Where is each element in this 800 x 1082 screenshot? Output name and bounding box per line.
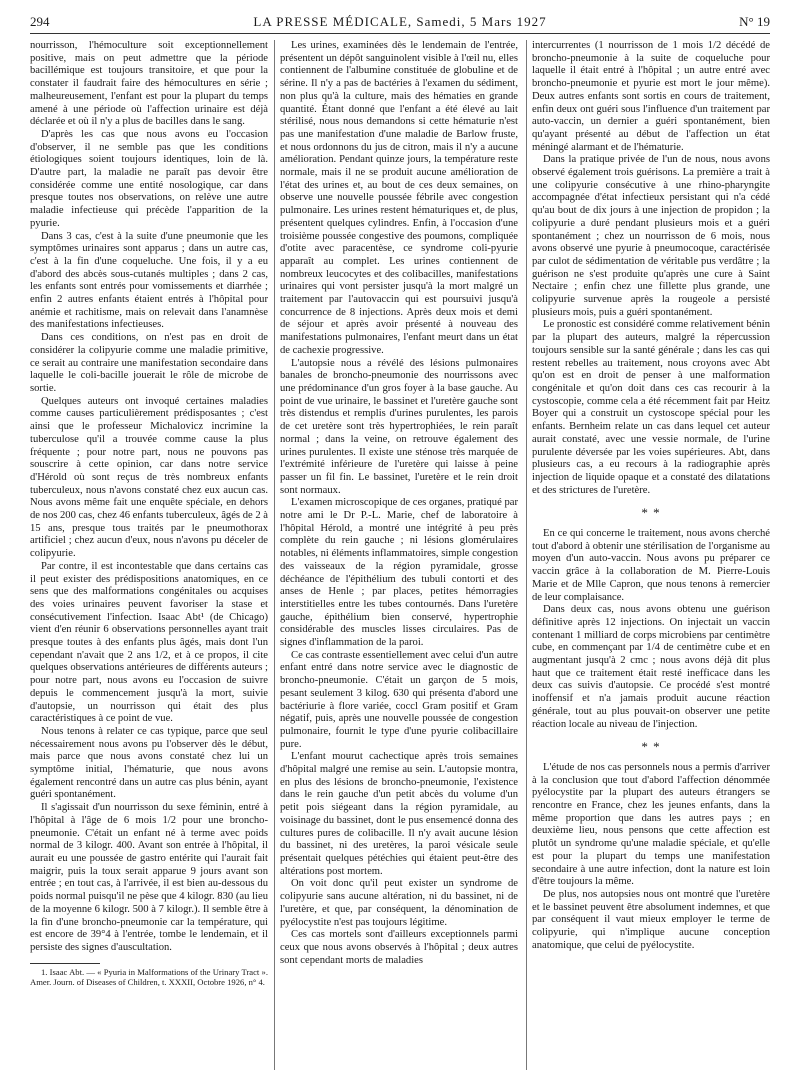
- page-number: 294: [30, 14, 50, 29]
- paragraph: Il s'agissait d'un nourrisson du sexe féminin, entré à l'hôpital à l'âge de 6 mois 1/2 pour une broncho-pneumonie. C'était un enfant né à terme avec poids normal de 3 kilogr. 400. Avant son entrée à l'hôpital, il aurait eu une poussée de gastro entérite qui l'aurait fait maigrir, puis la toux serait apparue 9 jours avant son entrée ; en tout cas, à l'arrivée, il est bien au-dessous du poids normal puisqu'il ne pèse que 4 kilogr. 830 (au lieu de la moyenne 6 kilogr. 500 à 7 kilogr.). Il semble être à la fin d'une broncho-pneumonie car la température, qui est encore de 39°4 à l'entrée, tombe le lendemain, et il persiste des signes d'auscultation.: [30, 802, 268, 953]
- paragraph: nourrisson, l'hémoculture soit exceptionnellement positive, mais on peut admettre que la période bacillémique est toujours transitoire, et que pour la constater il faudrait faire des hémocultures en série ; malheureusement, l'enfant est pour la plupart du temps amené à une période où l'affection urinaire est déjà déclarée et où il n'y a plus de bacilles dans le sang.: [30, 40, 268, 128]
- paragraph: Ces cas mortels sont d'ailleurs exceptionnels parmi ceux que nous avons observés à l'hôpital ; deux autres sont cependant morts de maladies: [280, 929, 518, 966]
- column-middle: [280, 40, 518, 967]
- paragraph: L'autopsie nous a révélé des lésions pulmonaires banales de broncho-pneumonie des nourrissons avec une prédominance d'un gros foyer à la base gauche. Au point de vue urinaire, le bassinet et l'uretère gauche sont très distendus et remplis d'urines purulentes, les parois de cet uretère sont très hypertrophiées, le rein paraît normal ; dans la veine, on retrouve également des urines purulentes. Il existe une sténose très marquée de l'extrémité inférieure de l'uretère qui laisse à peine passer un fil fin. Le bassinet, l'uretère et le rein droit sont normaux.: [280, 357, 518, 496]
- paragraph: Dans deux cas, nous avons obtenu une guérison définitive après 12 injections. On injectait un vaccin contenant 1 milliard de corps microbiens par centimètre cube, en commençant par 1/4 de centimètre cube et en augmentant jusqu'à 2 cmc ; nous avons déjà dit plus haut que ce traitement était resté inefficace dans les deux cas suivis d'autopsie. Ce procédé s'est montré inoffensif et n'a jamais produit aucune réaction générale, tout au plus pouvait-on observer une petite réaction locale au niveau de l'injection.: [532, 604, 770, 730]
- paragraph: L'enfant mourut cachectique après trois semaines d'hôpital malgré une remise au sein. L'autopsie montra, en plus des lésions de broncho-pneumonie, l'existence dans le rein gauche d'un petit abcès du volume d'un petit pois siégeant dans la région pyramidale, au voisinage du bassinet, dont le pus ensemencé donna des cultures pures de colibacille. Il n'y avait aucune lésion du bassinet, ni des uretères, la paroi vésicale seule présentait quelques pétéchies qui étaient peut-être des altérations post mortem.: [280, 751, 518, 877]
- column-divider: [526, 40, 527, 1070]
- header-rule: [30, 33, 770, 34]
- section-separator: * *: [641, 505, 661, 521]
- paragraph: L'étude de nos cas personnels nous a permis d'arriver à la conclusion que tout d'abord l'affection dénommée pyélocystite par la plupart des auteurs étrangers se rencontre en France, chez les jeunes enfants, dans la même proportion que dans les autres pays ; en deuxième lieu, nous pensons que cette affection est plutôt un syndrome qu'une maladie spéciale, et qu'elle est pour la plupart du temps une manifestation secondaire à une autre infection, dont la nature est loin d'être toujours la même.: [532, 761, 770, 888]
- section-separator: * *: [641, 739, 661, 755]
- paragraph: On voit donc qu'il peut exister un syndrome de colipyurie sans aucune altération, ni du bassinet, ni de l'uretère, et que, par conséquent, la dénomination de pyélocystite n'est pas toujours légitime.: [280, 878, 518, 928]
- paragraph: Le pronostic est considéré comme relativement bénin par la plupart des auteurs, malgré la répercussion toujours sensible sur la santé générale ; dans les cas qui restent rebelles au traitement, nous croyons avec Abt qu'on est en droit de penser à une malformation congénitale et qu'on doit dans ces cas recourir à la cystoscopie, comme cela a été récemment fait par Heitz Boyer qui a construit un cystoscope spécial pour les enfants. Bernheim relate un cas dans lequel cet auteur aurait constaté, avec une vessie normale, de l'urine purulente déversée par les voies supérieures. Abt, dans plusieurs cas, a eu recours à la radiographie après injection de liquide opaque et a constaté des dilatations et des strictures de l'uretère.: [532, 319, 770, 496]
- paragraph: De plus, nos autopsies nous ont montré que l'uretère et le bassinet peuvent être absolument indemnes, et que par conséquent il vaut mieux employer le terme de colipyurie, qui n'implique aucune conception anatomique, que celui de pyélocystite.: [532, 889, 770, 951]
- paragraph: Ce cas contraste essentiellement avec celui d'un autre enfant entré dans notre service avec le diagnostic de broncho-pneumonie. C'était un garçon de 5 mois, pesant seulement 3 kilog. 630 qui présenta d'abord une bactériurie à flore variée, coccl Gram positif et Gram négatif, puis, après une nouvelle poussée de congestion pulmonaire, fournit le type d'une pyurie colibacillaire pure.: [280, 649, 518, 750]
- paragraph: En ce qui concerne le traitement, nous avons cherché tout d'abord à obtenir une stérilisation de l'organisme au moyen d'un auto-vaccin. Nous avons pu préparer ce vaccin grâce à la collaboration de M. Pierre-Louis Marie et de Mlle Capron, que nous tenons à remercier de leur complaisance.: [532, 528, 770, 603]
- footnote-rule: [30, 963, 100, 964]
- paragraph: D'après les cas que nous avons eu l'occasion d'observer, il ne semble pas que les conditions étiologiques soient toujours identiques, loin de là. D'autre part, la maladie ne paraît pas devoir être considérée comme une entité nosologique, car dans presque toutes nos observations, on relève une autre maladie infectieuse qui précède l'apparition de la pyurie.: [30, 128, 268, 229]
- paragraph: L'examen microscopique de ces organes, pratiqué par notre ami le Dr P.-L. Marie, chef de laboratoire à l'hôpital Hérold, a montré une intégrité à peu près complète du rein gauche ; ni lésions glomérulaires notables, ni éléments inflammatoires, simple congestion des vaisseaux de la région pyramidale, grosse déchéance de l'épithélium des tubuli contorti et des anses de Henle ; par places, petites hémorragies interstitielles entre les tubes contournés. Dans l'uretère gauche, épithélium bien conservé, hypertrophie considérable des muscles lisses circulaires. Pas de signes d'inflammation de la paroi.: [280, 497, 519, 649]
- journal-title: LA PRESSE MÉDICALE, Samedi, 5 Mars 1927: [253, 14, 547, 29]
- footnote: 1. Isaac Abt. — « Pyuria in Malformations of the Urinary Tract ». Amer. Journ. of Diseases of Children, t. XXXII, Octobre 1926, n° 4.: [30, 966, 268, 987]
- paragraph: intercurrentes (1 nourrisson de 1 mois 1/2 décédé de broncho-pneumonie à la suite de coqueluche pour laquelle il était entré à l'hôpital ; un autre entré avec broncho-pneumonie et pyurie est mort le jour même). Deux autres enfants sont sortis en cours de traitement, enfin deux ont guéri sous l'influence d'un traitement par auto-vaccin, un dernier a guéri spontanément, bien qu'ayant présenté au début de l'affection un état méningé alarmant et de l'hématurie.: [532, 40, 770, 153]
- paragraph: Quelques auteurs ont invoqué certaines maladies comme causes particulièrement prédisposantes ; c'est ainsi que le professeur Michalovicz incrimine la tuberculose qu'il a trouvée comme cause la plus fréquente ; pour notre part, nous ne pouvons pas souscrire à cette opinion, car dans notre service d'Hérold où sont reçus de très nombreux enfants tuberculeux, nous n'avons constaté chez eux aucun cas. Nous avons même fait une enquête spéciale, en dehors de nos 200 cas, chez 46 enfants tuberculeux, âgés de 2 à 15 ans, presque tous traités par le pneumothorax artificiel ; chez aucun d'eux, nous n'avons pu déceler de colipyurie.: [30, 395, 268, 560]
- paragraph: Nous tenons à relater ce cas typique, parce que seul nécessairement nous avons pu l'observer dès le début, mais parce que nous avons constaté chez lui un symptôme initial, l'hématurie, que nous avons également rencontré dans un autre cas plus bénin, ayant guéri spontanément.: [30, 725, 268, 801]
- column-right: [532, 40, 770, 953]
- paragraph: Dans ces conditions, on n'est pas en droit de considérer la colipyurie comme une maladie primitive, ce serait au contraire une manifestation secondaire dans laquelle le coli-bacille jouerait le rôle de microbe de sortie.: [30, 332, 268, 394]
- issue-number: N° 19: [739, 14, 770, 29]
- column-divider: [274, 40, 275, 1070]
- paragraph: Par contre, il est incontestable que dans certains cas il peut exister des prédispositions anatomiques, en ce sens que des malformations congénitales ou acquises des voies urinaires peuvent favoriser la stase et consécutivement l'infection. Isaac Abt¹ (de Chicago) vient d'en réunir 6 observations personnelles ayant trait presque toutes à des enfants plus âgés, mais dont l'un cependant n'avait que 2 ans 1/2, et à ce propos, il cite quelques observations antérieures de différents auteurs ; pour notre part, nous avons eu l'occasion de suivre depuis le commencement jusqu'à la mort, suivie d'autopsie, un nourrisson qui était des plus caractéristiques à ce point de vue.: [30, 560, 268, 725]
- column-left: [30, 40, 268, 987]
- paragraph: Les urines, examinées dès le lendemain de l'entrée, présentent un dépôt sanguinolent visible à l'œil nu, elles contiennent de l'albumine constituée de globuline et de sérine. Il n'y a pas de bactéries à l'examen du sédiment, non plus qu'à la culture, mais des hématies en grande quantité. Étant donné que l'enfant a été élevé au lait stérilisé, nous nous demandons si cette hématurie n'est pas une manifestation d'une maladie de Barlow fruste, et nous ordonnons du jus de citron, mais il n'y a aucune amélioration. Pendant quinze jours, la température reste normale, mais il ne se produit aucune amélioration de l'état des urines et, au bout de ces deux semaines, on observe une nouvelle poussée fébrile avec congestion pulmonaire. Les urines restent hématuriques et, de plus, présentent quelques cylindres. Enfin, à l'occasion d'une troisième poussée congestive des poumons, compliquée d'otite avec paracentèse, ce syndrome coli-pyurie apparaît au complet. Les urines contiennent de nombreux leucocytes et des colibacilles, manifestations urinaires qui vont persister jusqu'à la mort malgré un traitement par l'autovaccin qui est poursuivi jusqu'à concurrence de 8 injections. Après deux mois et demi de séjour et après avoir présenté à nouveau des manifestations pulmonaires, l'enfant meurt dans un état de cachexie progressive.: [280, 40, 518, 356]
- paragraph: Dans la pratique privée de l'un de nous, nous avons observé également trois guérisons. La première a trait à une colipyurie consécutive à une rhino-pharyngite accompagnée d'état infectieux persistant qui n'a cédé qu'au bout de dix jours à une injection de propidon ; la colipyurie a duré pendant plusieurs mois et a guéri spontanément ; chez un nourrisson de 6 mois, nous avons observé une pyurie à pneumocoque, caractérisée par culot de sédimentation de véritable pus verdâtre ; la guérison ne s'est produite qu'après une cure à Saint Nectaire ; enfin chez une fillette plus grande, une colipyurie survenue après la rougeole a persisté plusieurs mois, puis a guéri spontanément.: [532, 154, 770, 318]
- paragraph: Dans 3 cas, c'est à la suite d'une pneumonie que les symptômes urinaires sont apparus ; dans un autre cas, c'est à la fin d'une coqueluche. Une fois, il y a eu d'abord des abcès sous-cutanés multiples ; dans 2 cas, les enfants sont entrés pour vomissements et diarrhée ; enfin 2 autres enfants étaient entrés à l'hôpital pour anémie et rachitisme, mais on relevait dans l'anamnèse des manifestations infectieuses.: [30, 230, 268, 331]
